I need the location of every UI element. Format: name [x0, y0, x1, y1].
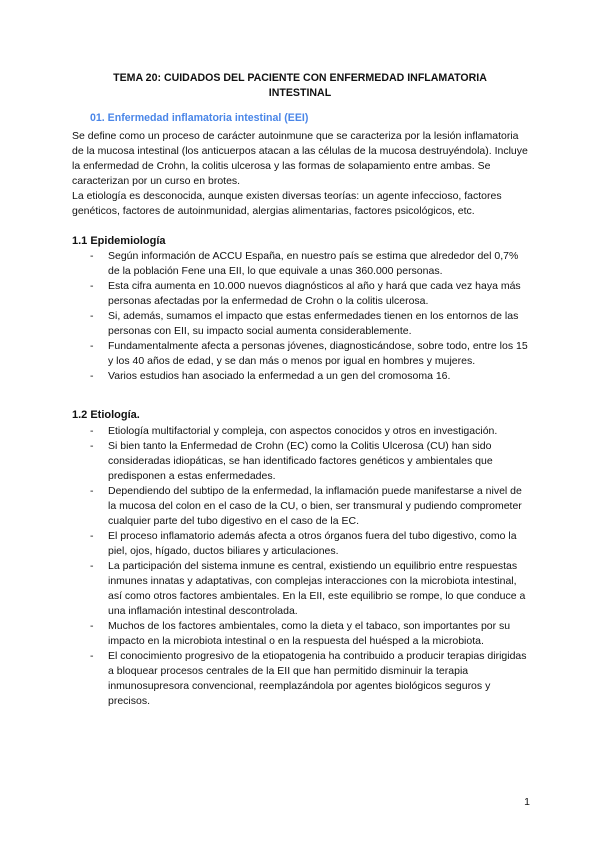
list-item: - El proceso inflamatorio además afecta a otros órganos fuera del tubo digestivo, como la piel, ojos, hígado, ductos biliares y articulaciones. — [90, 530, 517, 557]
bullet-dash: - — [90, 340, 94, 352]
bullet-dash: - — [90, 440, 94, 452]
bullet-dash: - — [90, 280, 94, 292]
bullet-dash: - — [90, 650, 94, 662]
list-item: - Si bien tanto la Enfermedad de Crohn (EC) como la Colitis Ulcerosa (CU) han sido consideradas idiopáticas, se han identificado factores genéticos y ambientales que predisponen a estas enfermedades. — [90, 440, 493, 482]
etiology-paragraph: La etiología es desconocida, aunque existen diversas teorías: un agente infeccioso, factores genéticos, factores de autoinmunidad, alergias alimentarias, factores psicológicos, etc. — [72, 190, 502, 217]
heading-epidemiologia: 1.1 Epidemiología — [72, 235, 166, 247]
bullet-dash: - — [90, 530, 94, 542]
list-item: - Etiología multifactorial y compleja, con aspectos conocidos y otros en investigación. — [90, 425, 498, 437]
bullet-dash: - — [90, 485, 94, 497]
list-item: - Dependiendo del subtipo de la enfermedad, la inflamación puede manifestarse a nivel de la mucosa del colon en el caso de la CU, o bien, ser transmural y pudiendo comprometer cualquier parte del tubo digestivo en el caso de la EC. — [90, 485, 522, 527]
bullet-dash: - — [90, 620, 94, 632]
list-item: - La participación del sistema inmune es central, existiendo un equilibrio entre respuestas inmunes innatas y adaptativas, con complejas interacciones con la microbiota intestinal, así como otros factores ambientales. En la EII, este equilibrio se rompe, lo que conduce a una inflamación intestinal descontrolada. — [90, 560, 526, 617]
bullet-dash: - — [90, 310, 94, 322]
list-item: - Varios estudios han asociado la enfermedad a un gen del cromosoma 16. — [90, 370, 451, 382]
bullet-dash: - — [90, 425, 94, 437]
list-item: - Esta cifra aumenta en 10.000 nuevos diagnósticos al año y hará que cada vez haya más personas afectadas por la enfermedad de Crohn o la colitis ulcerosa. — [90, 280, 521, 307]
etiologia-list — [72, 424, 532, 709]
list-item: - Si, además, sumamos el impacto que estas enfermedades tienen en los entornos de las personas con EII, su impacto social aumenta considerablemente. — [90, 310, 519, 337]
document-title: TEMA 20: CUIDADOS DEL PACIENTE CON ENFERMEDAD INFLAMATORIA INTESTINAL — [113, 72, 487, 99]
bullet-dash: - — [90, 370, 94, 382]
list-item: - Muchos de los factores ambientales, como la dieta y el tabaco, son importantes por su impacto en la microbiota intestinal o en la respuesta del huésped a la microbiota. — [90, 620, 511, 647]
list-item: - Fundamentalmente afecta a personas jóvenes, diagnosticándose, sobre todo, entre los 15 y los 40 años de edad, y se dan más o menos por igual en hombres y mujeres. — [90, 340, 528, 367]
heading-etiologia: 1.2 Etiología. — [72, 409, 140, 421]
page-number: 1 — [524, 796, 530, 808]
epidemiologia-list — [72, 249, 532, 384]
bullet-dash: - — [90, 560, 94, 572]
list-item: - Según información de ACCU España, en nuestro país se estima que alrededor del 0,7% de la población Fene una EII, lo que equivale a unas 360.000 personas. — [90, 250, 519, 277]
intro-text — [72, 129, 532, 219]
list-item: - El conocimiento progresivo de la etiopatogenia ha contribuido a producir terapias dirigidas a bloquear procesos centrales de la EII que han permitido disminuir la terapia inmunosupresora convencional, reemplazándola por agentes biológicos seguros y precisos. — [90, 650, 527, 707]
section-heading-eii: 01. Enfermedad inflamatoria intestinal (EEI) — [90, 112, 309, 124]
bullet-dash: - — [90, 250, 94, 262]
intro-paragraph: Se define como un proceso de carácter autoinmune que se caracteriza por la lesión inflamatoria de la mucosa intestinal (los anticuerpos atacan a las células de la mucosa destruyéndola). Incluye la enfermedad de Crohn, la colitis ulcerosa y las formas de solapamiento entre ambas. Se caracterizan por un curso en brotes. — [72, 130, 528, 187]
